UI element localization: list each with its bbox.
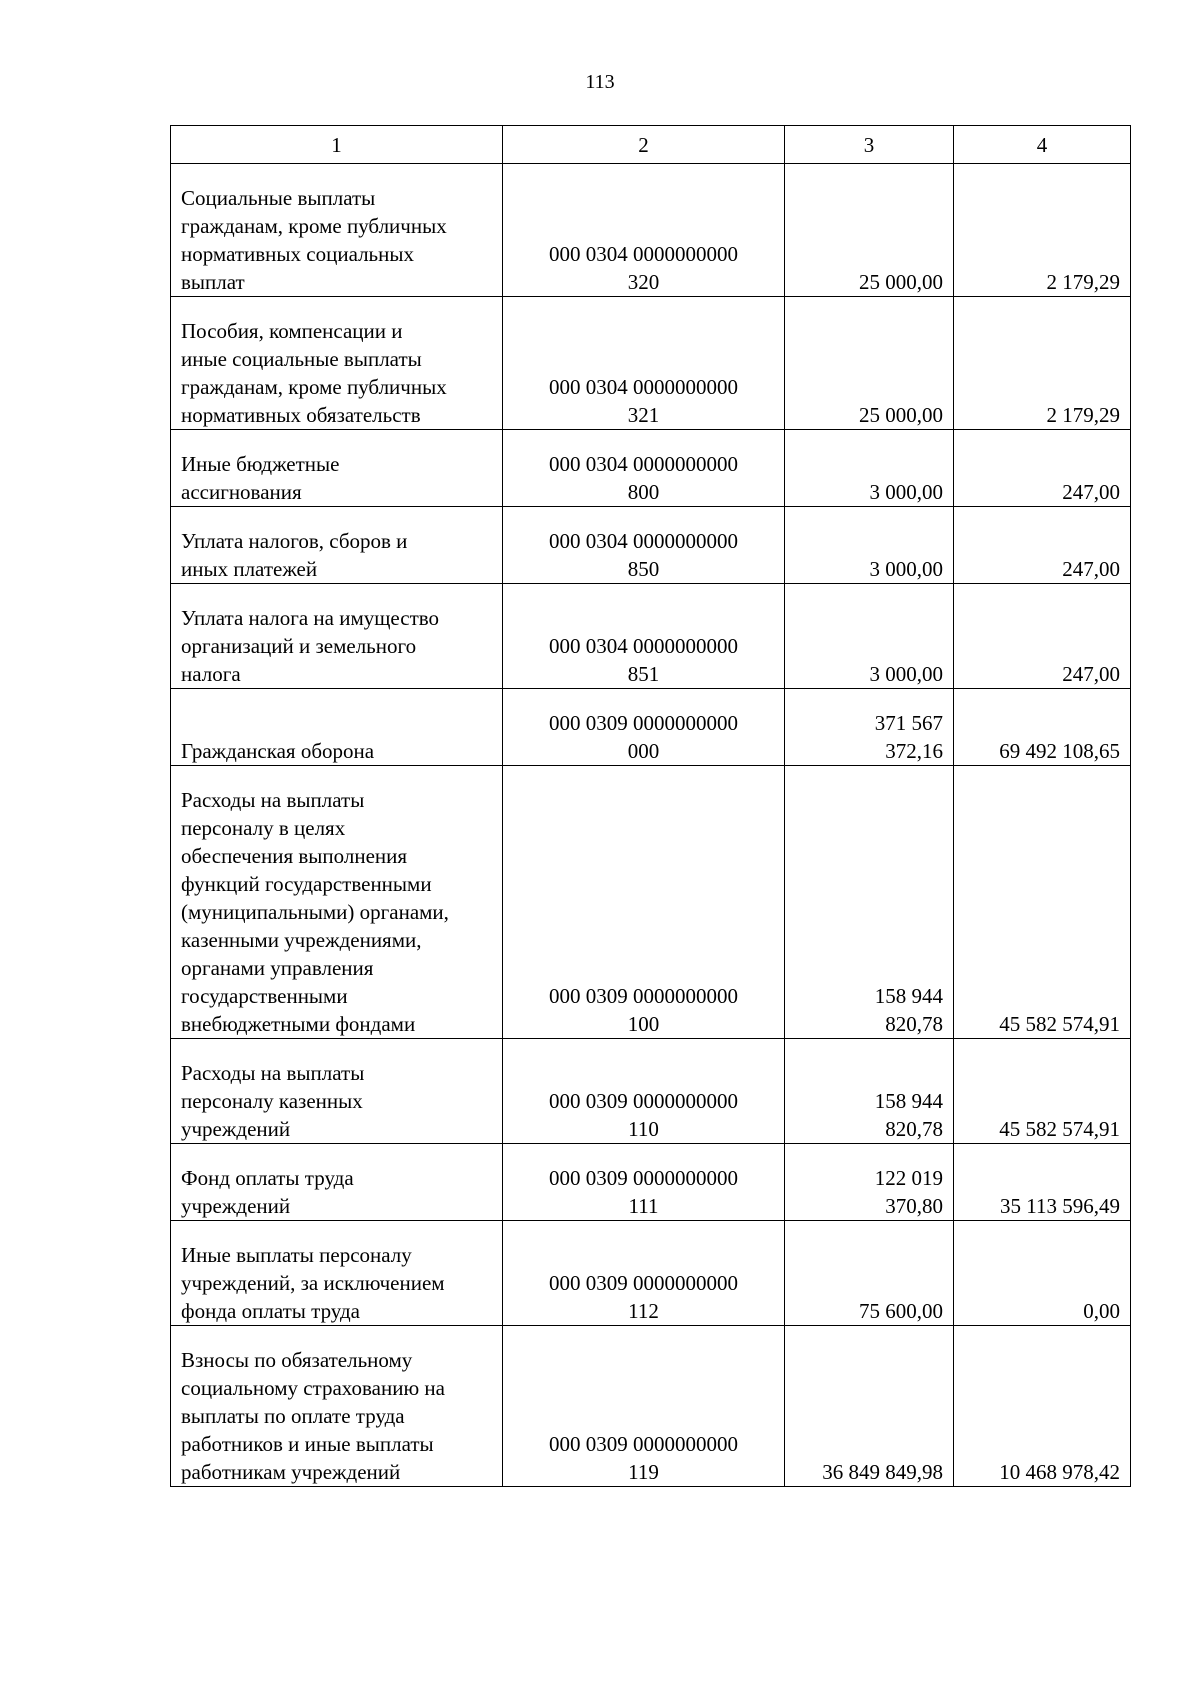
cell-line: Социальные выплаты: [181, 186, 376, 210]
cell-line: 247,00: [1062, 480, 1120, 504]
row-code-cell: [503, 766, 785, 1039]
cell-line: выплат: [181, 270, 245, 294]
row-plan-cell: [785, 507, 954, 584]
cell-line: 110: [628, 1117, 659, 1141]
cell-line: 000 0309 0000000000: [549, 1166, 738, 1190]
cell-line: 320: [627, 270, 660, 294]
cell-line: казенными учреждениями,: [181, 928, 422, 952]
table-row: [171, 766, 1131, 1039]
cell-line: 69 492 108,65: [999, 739, 1120, 763]
cell-line: 247,00: [1062, 557, 1120, 581]
cell-line: 122 019: [874, 1166, 943, 1190]
cell-line: 372,16: [885, 739, 943, 763]
row-code-cell: [503, 297, 785, 430]
cell-line: 45 582 574,91: [999, 1012, 1120, 1036]
cell-line: обеспечения выполнения: [181, 844, 408, 868]
table-row: [171, 1326, 1131, 1487]
table-header-row: [171, 126, 1131, 164]
budget-table: [170, 125, 1131, 1487]
cell-line: 000 0309 0000000000: [549, 1089, 738, 1113]
row-code-cell: [503, 430, 785, 507]
table-row: [171, 1039, 1131, 1144]
cell-line: Уплата налогов, сборов и: [181, 529, 408, 553]
row-code-cell: [503, 507, 785, 584]
row-code-cell: [503, 1221, 785, 1326]
row-name-cell: [171, 1039, 503, 1144]
cell-line: 100: [627, 1012, 660, 1036]
cell-line: гражданам, кроме публичных: [181, 375, 447, 399]
cell-line: органами управления: [181, 956, 374, 980]
cell-line: 850: [627, 557, 660, 581]
cell-line: гражданам, кроме публичных: [181, 214, 447, 238]
cell-line: учреждений, за исключением: [181, 1271, 445, 1295]
cell-line: учреждений: [181, 1117, 291, 1141]
row-name-cell: [171, 689, 503, 766]
row-plan-cell: [785, 1221, 954, 1326]
row-name-cell: [171, 1326, 503, 1487]
cell-line: 000 0309 0000000000: [549, 1271, 738, 1295]
cell-line: 371 567: [874, 711, 943, 735]
row-plan-cell: [785, 584, 954, 689]
cell-line: Взносы по обязательному: [181, 1348, 413, 1372]
cell-line: работников и иные выплаты: [181, 1432, 434, 1456]
row-fact-cell: [954, 164, 1131, 297]
cell-line: 45 582 574,91: [999, 1117, 1120, 1141]
cell-line: 0,00: [1083, 1299, 1120, 1323]
cell-line: 35 113 596,49: [1000, 1194, 1120, 1218]
cell-line: 158 944: [874, 1089, 943, 1113]
row-code-cell: [503, 584, 785, 689]
cell-line: 3 000,00: [869, 662, 943, 686]
cell-line: 000 0309 0000000000: [549, 984, 738, 1008]
row-fact-cell: [954, 689, 1131, 766]
cell-line: 75 600,00: [859, 1299, 943, 1323]
page-number: 113: [585, 71, 615, 93]
cell-line: работникам учреждений: [181, 1460, 401, 1484]
row-name-cell: [171, 766, 503, 1039]
cell-line: налога: [181, 662, 241, 686]
cell-line: 000 0304 0000000000: [549, 452, 738, 476]
cell-line: выплаты по оплате труда: [181, 1404, 405, 1428]
table-row: [171, 689, 1131, 766]
row-fact-cell: [954, 1221, 1131, 1326]
row-name-cell: [171, 507, 503, 584]
cell-line: 000: [627, 739, 660, 763]
cell-line: 000 0304 0000000000: [549, 375, 738, 399]
cell-line: иные социальные выплаты: [181, 347, 422, 371]
row-code-cell: [503, 1144, 785, 1221]
cell-line: 370,80: [885, 1194, 943, 1218]
cell-line: 25 000,00: [859, 403, 943, 427]
cell-line: Расходы на выплаты: [181, 1061, 365, 1085]
row-plan-cell: [785, 689, 954, 766]
header-col-2: 2: [503, 126, 785, 164]
cell-line: (муниципальными) органами,: [181, 900, 449, 924]
cell-line: нормативных обязательств: [181, 403, 421, 427]
table-row: [171, 507, 1131, 584]
row-plan-cell: [785, 1326, 954, 1487]
cell-line: Уплата налога на имущество: [181, 606, 440, 630]
cell-line: 000 0304 0000000000: [549, 242, 738, 266]
row-code-cell: [503, 689, 785, 766]
cell-line: 3 000,00: [869, 557, 943, 581]
row-fact-cell: [954, 1326, 1131, 1487]
cell-line: 25 000,00: [859, 270, 943, 294]
cell-line: 3 000,00: [869, 480, 943, 504]
cell-line: 820,78: [885, 1117, 943, 1141]
cell-line: Иные выплаты персоналу: [181, 1243, 412, 1267]
row-name-cell: [171, 584, 503, 689]
row-fact-cell: [954, 507, 1131, 584]
row-name-cell: [171, 1221, 503, 1326]
cell-line: персоналу казенных: [181, 1089, 363, 1113]
header-col-1: 1: [171, 126, 503, 164]
row-plan-cell: [785, 766, 954, 1039]
cell-line: внебюджетными фондами: [181, 1012, 416, 1036]
cell-line: 112: [628, 1299, 659, 1323]
cell-line: 000 0304 0000000000: [549, 634, 738, 658]
row-name-cell: [171, 1144, 503, 1221]
cell-line: государственными: [181, 984, 348, 1008]
cell-line: 820,78: [885, 1012, 943, 1036]
header-col-3: 3: [785, 126, 954, 164]
cell-line: 36 849 849,98: [822, 1460, 943, 1484]
table-row: [171, 1221, 1131, 1326]
row-plan-cell: [785, 297, 954, 430]
cell-line: 000 0309 0000000000: [549, 1432, 738, 1456]
cell-line: 851: [627, 662, 660, 686]
row-plan-cell: [785, 1144, 954, 1221]
table-row: [171, 584, 1131, 689]
cell-line: социальному страхованию на: [181, 1376, 445, 1400]
row-fact-cell: [954, 297, 1131, 430]
row-plan-cell: [785, 164, 954, 297]
cell-line: Фонд оплаты труда: [181, 1166, 354, 1190]
cell-line: 247,00: [1062, 662, 1120, 686]
cell-line: учреждений: [181, 1194, 291, 1218]
row-code-cell: [503, 1326, 785, 1487]
cell-line: 111: [628, 1194, 659, 1218]
row-plan-cell: [785, 1039, 954, 1144]
row-fact-cell: [954, 1039, 1131, 1144]
cell-line: иных платежей: [181, 557, 318, 581]
cell-line: 321: [627, 403, 660, 427]
table-row: [171, 430, 1131, 507]
cell-line: организаций и земельного: [181, 634, 417, 658]
cell-line: 119: [628, 1460, 659, 1484]
table-row: [171, 297, 1131, 430]
row-code-cell: [503, 1039, 785, 1144]
row-fact-cell: [954, 1144, 1131, 1221]
cell-line: 2 179,29: [1046, 270, 1120, 294]
cell-line: персоналу в целях: [181, 816, 346, 840]
cell-line: 2 179,29: [1046, 403, 1120, 427]
cell-line: Гражданская оборона: [181, 739, 375, 763]
cell-line: 000 0304 0000000000: [549, 529, 738, 553]
cell-line: ассигнования: [181, 480, 302, 504]
cell-line: функций государственными: [181, 872, 432, 896]
cell-line: Пособия, компенсации и: [181, 319, 403, 343]
table-row: [171, 1144, 1131, 1221]
row-fact-cell: [954, 430, 1131, 507]
table-row: [171, 164, 1131, 297]
cell-line: 158 944: [874, 984, 943, 1008]
cell-line: нормативных социальных: [181, 242, 414, 266]
cell-line: Иные бюджетные: [181, 452, 340, 476]
cell-line: Расходы на выплаты: [181, 788, 365, 812]
row-code-cell: [503, 164, 785, 297]
cell-line: 10 468 978,42: [999, 1460, 1120, 1484]
row-name-cell: [171, 430, 503, 507]
table-body: [171, 164, 1131, 1487]
cell-line: 000 0309 0000000000: [549, 711, 738, 735]
row-fact-cell: [954, 766, 1131, 1039]
cell-line: 800: [627, 480, 660, 504]
row-name-cell: [171, 297, 503, 430]
cell-line: фонда оплаты труда: [181, 1299, 360, 1323]
row-fact-cell: [954, 584, 1131, 689]
row-name-cell: [171, 164, 503, 297]
row-plan-cell: [785, 430, 954, 507]
header-col-4: 4: [954, 126, 1131, 164]
